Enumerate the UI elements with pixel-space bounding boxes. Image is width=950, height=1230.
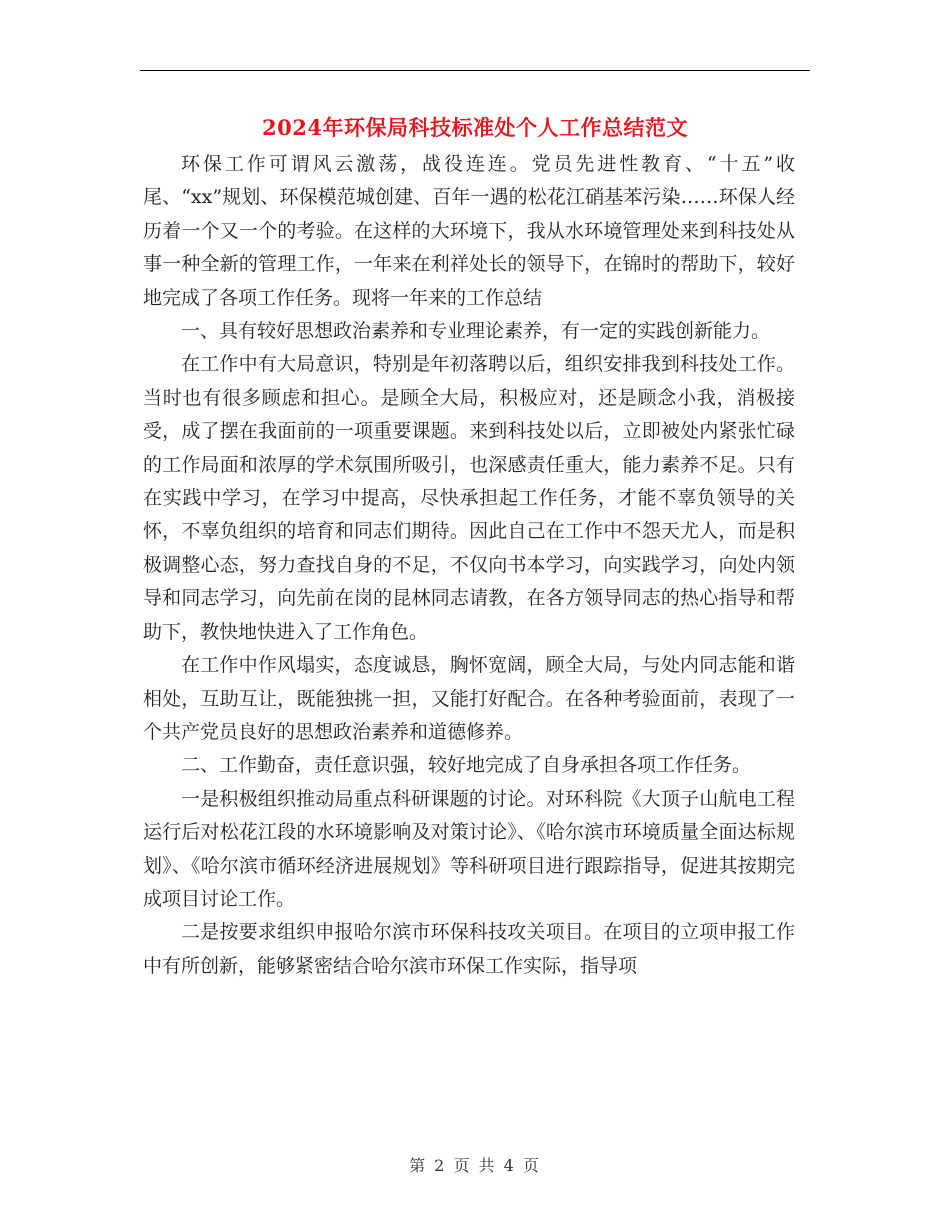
document-body (143, 148, 795, 983)
document-title: 2024年环保局科技标准处个人工作总结范文 (262, 115, 688, 140)
section-heading-2: 二、工作勤奋，责任意识强，较好地完成了自身承担各项工作任务。 (181, 754, 752, 777)
paragraph-body: 在工作中有大局意识，特别是年初落聘以后，组织安排我到科技处工作。当时也有很多顾虑和担心。是顾全大局，积极应对，还是顾念小我，消极接受，成了摆在我面前的一项重要课题。来到科技处以后，立即被处内紧张忙碌的工作局面和浓厚的学术氛围所吸引，也深感责任重大，能力素养不足。只有在实践中学习，在学习中提高，尽快承担起工作任务，才能不辜负领导的关怀，不辜负组织的培育和同志们期待。因此自己在工作中不怨天尤人，而是积极调整心态，努力查找自身的不足，不仅向书本学习，向实践学习，向处内领导和同志学习，向先前在岗的昆林同志请教，在各方领导同志的热心指导和帮助下，教快地快进入了工作角色。 (143, 353, 795, 643)
paragraph-body: 二是按要求组织申报哈尔滨市环保科技攻关项目。在项目的立项申报工作中有所创新，能够紧密结合哈尔滨市环保工作实际，指导项 (143, 921, 795, 977)
section-heading-1: 一、具有较好思想政治素养和专业理论素养，有一定的实践创新能力。 (181, 320, 771, 343)
header-rule (140, 70, 810, 71)
paragraph-intro: 环保工作可谓风云激荡，战役连连。党员先进性教育、“十五”收尾、“xx”规划、环保模范城创建、百年一遇的松花江硝基苯污染……环保人经历着一个又一个的考验。在这样的大环境下，我从水环境管理处来到科技处从事一种全新的管理工作，一年来在利祥处长的领导下，在锦时的帮助下，较好地完成了各项工作任务。现将一年来的工作总结 (143, 153, 795, 309)
page-number: 第 2 页 共 4 页 (409, 1156, 541, 1175)
paragraph-body: 在工作中作风塌实，态度诚恳，胸怀宽阔，顾全大局，与处内同志能和谐相处，互助互让，既能独挑一担，又能打好配合。在各种考验面前，表现了一个共产党员良好的思想政治素养和道德修养。 (143, 654, 795, 743)
paragraph-body: 一是积极组织推动局重点科研课题的讨论。对环科院《大顶子山航电工程运行后对松花江段的水环境影响及对策讨论》、《哈尔滨市环境质量全面达标规划》、《哈尔滨市循环经济进展规划》等科研项目进行跟踪指导，促进其按期完成项目讨论工作。 (143, 787, 795, 910)
